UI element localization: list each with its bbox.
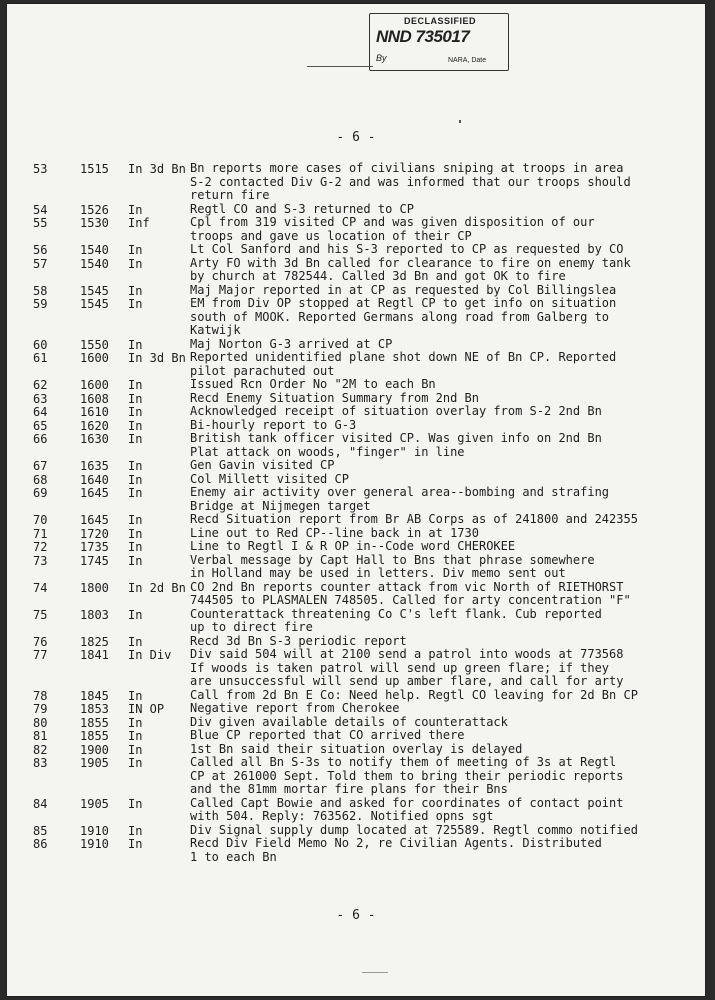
entry-time: 1540: [80, 256, 109, 271]
entry-direction: In: [128, 459, 143, 473]
entry-time: 1905: [80, 796, 109, 811]
entry-number: 57: [33, 256, 48, 271]
entry-text: Gen Gavin visited CP: [190, 458, 335, 472]
journal-entry: [7, 513, 705, 527]
entry-text: Blue CP reported that CO arrived there: [190, 728, 465, 742]
entry-number: 56: [33, 243, 48, 257]
entry-time: 1900: [80, 742, 109, 757]
entry-number: 64: [33, 405, 48, 419]
entry-direction: In: [128, 823, 143, 838]
entry-time: 1825: [80, 634, 109, 649]
entry-text: Called Capt Bowie and asked for coordinates of contact point with 504. Reply: 763562. Notified opns sgt: [190, 795, 624, 823]
journal-entry: [7, 473, 705, 487]
page-number-top: - 6 -: [336, 130, 376, 145]
journal-entry: [7, 716, 705, 730]
entry-text: Bn reports more cases of civilians sniping at troops in area S-2 contacted Div G-2 and was informed that our troops should return fire: [190, 161, 631, 202]
entry-number: 53: [33, 162, 48, 176]
entry-time: 1803: [80, 607, 109, 622]
entry-direction: In: [128, 513, 143, 527]
journal-entry: [7, 689, 705, 703]
entry-time: 1630: [80, 432, 109, 446]
entry-text: Acknowledged receipt of situation overlay from S-2 2nd Bn: [190, 404, 602, 418]
entry-time: 1620: [80, 418, 109, 433]
entry-direction: In: [128, 432, 143, 446]
entry-time: 1600: [80, 351, 109, 365]
journal-entry: [7, 756, 705, 797]
entry-number: 85: [33, 823, 48, 838]
entry-direction: In: [128, 688, 143, 703]
entry-text: 1st Bn said their situation overlay is delayed: [190, 741, 523, 756]
entry-number: 63: [33, 391, 48, 406]
entry-direction: In 3d Bn: [128, 351, 186, 365]
entry-number: 54: [33, 202, 48, 217]
journal-entry: [7, 540, 705, 554]
entry-text: Maj Major reported in at CP as requested by Col Billingslea: [190, 282, 617, 297]
journal-log: [7, 162, 705, 864]
entry-time: 1853: [80, 702, 109, 716]
entry-text: Verbal message by Capt Hall to Bns that phrase somewhere in Holland may be used in letters. Div memo sent out: [190, 552, 595, 580]
entry-number: 77: [33, 648, 48, 662]
journal-entry: [7, 351, 705, 378]
entry-text: Maj Norton G-3 arrived at CP: [190, 336, 393, 351]
entry-direction: In: [128, 378, 143, 392]
entry-number: 67: [33, 459, 48, 473]
entry-text: EM from Div OP stopped at Regtl CP to get info on situation south of MOOK. Reported Germans along road from Galberg to Katwijk: [190, 296, 617, 337]
entry-direction: IN OP: [128, 702, 165, 716]
entry-direction: In: [128, 486, 143, 500]
document-page: [7, 4, 705, 996]
entry-text: Counterattack threatening Co C's left flank. Cub reported up to direct fire: [190, 606, 602, 634]
entry-text: CO 2nd Bn reports counter attack from vic North of RIETHORST 744505 to PLASMALEN 748505. Called for arty concentration "F": [190, 579, 631, 607]
entry-time: 1745: [80, 553, 109, 568]
entry-number: 78: [33, 688, 48, 703]
journal-entry: [7, 648, 705, 689]
journal-entry: [7, 432, 705, 459]
entry-time: 1545: [80, 283, 109, 298]
entry-text: Div given available details of counterattack: [190, 714, 508, 729]
entry-text: Lt Col Sanford and his S-3 reported to CP as requested by CO: [190, 242, 624, 256]
entry-text: Line to Regtl I & R OP in--Code word CHEROKEE: [190, 539, 516, 553]
entry-number: 66: [33, 432, 48, 446]
journal-entry: [7, 743, 705, 757]
journal-entry: [7, 162, 705, 203]
entry-time: 1550: [80, 337, 109, 352]
entry-direction: Inf: [128, 216, 150, 230]
entry-direction: In: [128, 297, 143, 311]
entry-direction: In Div: [128, 648, 172, 662]
entry-direction: In: [128, 283, 143, 298]
entry-direction: In 3d Bn: [128, 162, 186, 176]
entry-number: 70: [33, 513, 48, 527]
entry-number: 74: [33, 580, 48, 595]
entry-number: 59: [33, 297, 48, 311]
entry-number: 61: [33, 351, 48, 365]
entry-direction: In: [128, 256, 143, 271]
entry-number: 84: [33, 796, 48, 811]
stamp-by: By: [376, 53, 387, 63]
entry-time: 1910: [80, 823, 109, 838]
entry-direction: In: [128, 607, 143, 622]
entry-number: 62: [33, 378, 48, 392]
entry-text: Regtl CO and S-3 returned to CP: [190, 201, 414, 216]
entry-text: Arty FO with 3d Bn called for clearance to fire on enemy tank by church at 782544. Called 3d Bn and got OK to fire: [190, 255, 631, 283]
entry-text: Line out to Red CP--line back in at 1730: [190, 525, 479, 540]
journal-entry: [7, 702, 705, 716]
entry-time: 1841: [80, 648, 109, 662]
journal-entry: [7, 459, 705, 473]
journal-entry: [7, 419, 705, 433]
entry-number: 55: [33, 216, 48, 230]
entry-number: 72: [33, 540, 48, 554]
entry-time: 1635: [80, 459, 109, 473]
journal-entry: [7, 216, 705, 243]
journal-entry: [7, 635, 705, 649]
journal-entry: [7, 797, 705, 824]
entry-number: 71: [33, 526, 48, 541]
entry-direction: In: [128, 729, 143, 743]
entry-number: 76: [33, 634, 48, 649]
entry-time: 1645: [80, 513, 109, 527]
entry-time: 1855: [80, 729, 109, 743]
entry-text: Negative report from Cherokee: [190, 701, 400, 715]
entry-number: 86: [33, 837, 48, 851]
journal-entry: [7, 486, 705, 513]
entry-direction: In: [128, 418, 143, 433]
entry-number: 60: [33, 337, 48, 352]
entry-direction: In: [128, 742, 143, 757]
entry-number: 81: [33, 729, 48, 743]
entry-direction: In: [128, 243, 143, 257]
page-number-bottom: - 6 -: [336, 908, 376, 923]
entry-text: Reported unidentified plane shot down NE of Bn CP. Reported pilot parachuted out: [190, 350, 617, 378]
entry-direction: In: [128, 526, 143, 541]
entry-direction: In: [128, 634, 143, 649]
entry-time: 1720: [80, 526, 109, 541]
journal-entry: [7, 824, 705, 838]
entry-time: 1855: [80, 715, 109, 730]
journal-entry: [7, 257, 705, 284]
journal-entry: [7, 405, 705, 419]
entry-text: Div said 504 will at 2100 send a patrol into woods at 773568 If woods is taken patrol will send up green flare; if they are unsuccessful will send up amber flare, and call for arty: [190, 647, 624, 688]
entry-time: 1608: [80, 391, 109, 406]
entry-number: 65: [33, 418, 48, 433]
entry-direction: In: [128, 756, 143, 770]
entry-direction: In 2d Bn: [128, 580, 186, 595]
ink-mark: [459, 120, 461, 123]
entry-time: 1645: [80, 486, 109, 500]
entry-time: 1845: [80, 688, 109, 703]
stamp-authority: NND 735017: [376, 27, 470, 46]
entry-direction: In: [128, 405, 143, 419]
entry-number: 82: [33, 742, 48, 757]
entry-text: Cpl from 319 visited CP and was given disposition of our troops and gave us location of their CP: [190, 215, 595, 243]
entry-direction: In: [128, 202, 143, 217]
entry-text: Bi-hourly report to G-3: [190, 417, 357, 432]
journal-entry: [7, 837, 705, 864]
entry-number: 68: [33, 472, 48, 487]
bottom-rule: [362, 972, 388, 973]
entry-time: 1905: [80, 756, 109, 770]
journal-entry: [7, 203, 705, 217]
journal-entry: [7, 243, 705, 257]
entry-number: 75: [33, 607, 48, 622]
entry-direction: In: [128, 540, 143, 554]
entry-time: 1515: [80, 162, 109, 176]
entry-text: Issued Rcn Order No "2M to each Bn: [190, 377, 436, 391]
entry-time: 1600: [80, 378, 109, 392]
entry-text: Col Millett visited CP: [190, 471, 349, 486]
entry-text: Recd Situation report from Br AB Corps as of 241800 and 242355: [190, 512, 638, 526]
entry-time: 1610: [80, 405, 109, 419]
entry-direction: In: [128, 472, 143, 487]
entry-number: 58: [33, 283, 48, 298]
declassified-stamp: [369, 13, 509, 71]
entry-time: 1540: [80, 243, 109, 257]
journal-entry: [7, 581, 705, 608]
entry-direction: In: [128, 837, 143, 851]
journal-entry: [7, 392, 705, 406]
stamp-nara-date: NARA, Date: [448, 57, 487, 64]
entry-time: 1526: [80, 202, 109, 217]
entry-number: 73: [33, 553, 48, 568]
entry-text: Recd 3d Bn S-3 periodic report: [190, 633, 407, 648]
entry-text: Recd Div Field Memo No 2, re Civilian Agents. Distributed 1 to each Bn: [190, 836, 602, 864]
entry-time: 1545: [80, 297, 109, 311]
entry-number: 80: [33, 715, 48, 730]
entry-text: Enemy air activity over general area--bombing and strafing Bridge at Nijmegen target: [190, 485, 610, 513]
entry-direction: In: [128, 337, 143, 352]
entry-time: 1910: [80, 837, 109, 851]
entry-text: Div Signal supply dump located at 725589. Regtl commo notified: [190, 822, 638, 837]
entry-direction: In: [128, 391, 143, 406]
entry-time: 1735: [80, 540, 109, 554]
entry-direction: In: [128, 553, 143, 568]
entry-text: Called all Bn S-3s to notify them of meeting of 3s at Regtl CP at 261000 Sept. Told them to bring their periodic reports and the 81mm mortar fire plans for their Bns: [190, 755, 624, 796]
entry-time: 1640: [80, 472, 109, 487]
journal-entry: [7, 338, 705, 352]
entry-number: 79: [33, 702, 48, 716]
entry-direction: In: [128, 715, 143, 730]
entry-text: Recd Enemy Situation Summary from 2nd Bn: [190, 390, 479, 405]
entry-number: 83: [33, 756, 48, 770]
journal-entry: [7, 297, 705, 338]
entry-direction: In: [128, 796, 143, 811]
journal-entry: [7, 554, 705, 581]
stamp-underline: [307, 66, 373, 67]
entry-time: 1800: [80, 580, 109, 595]
stamp-label: DECLASSIFIED: [404, 16, 477, 26]
entry-text: British tank officer visited CP. Was given info on 2nd Bn Plat attack on woods, "finger" in line: [190, 431, 602, 459]
entry-text: Call from 2d Bn E Co: Need help. Regtl CO leaving for 2d Bn CP: [190, 687, 638, 702]
journal-entry: [7, 378, 705, 392]
entry-time: 1530: [80, 216, 109, 230]
journal-entry: [7, 284, 705, 298]
journal-entry: [7, 729, 705, 743]
entry-number: 69: [33, 486, 48, 500]
journal-entry: [7, 608, 705, 635]
journal-entry: [7, 527, 705, 541]
